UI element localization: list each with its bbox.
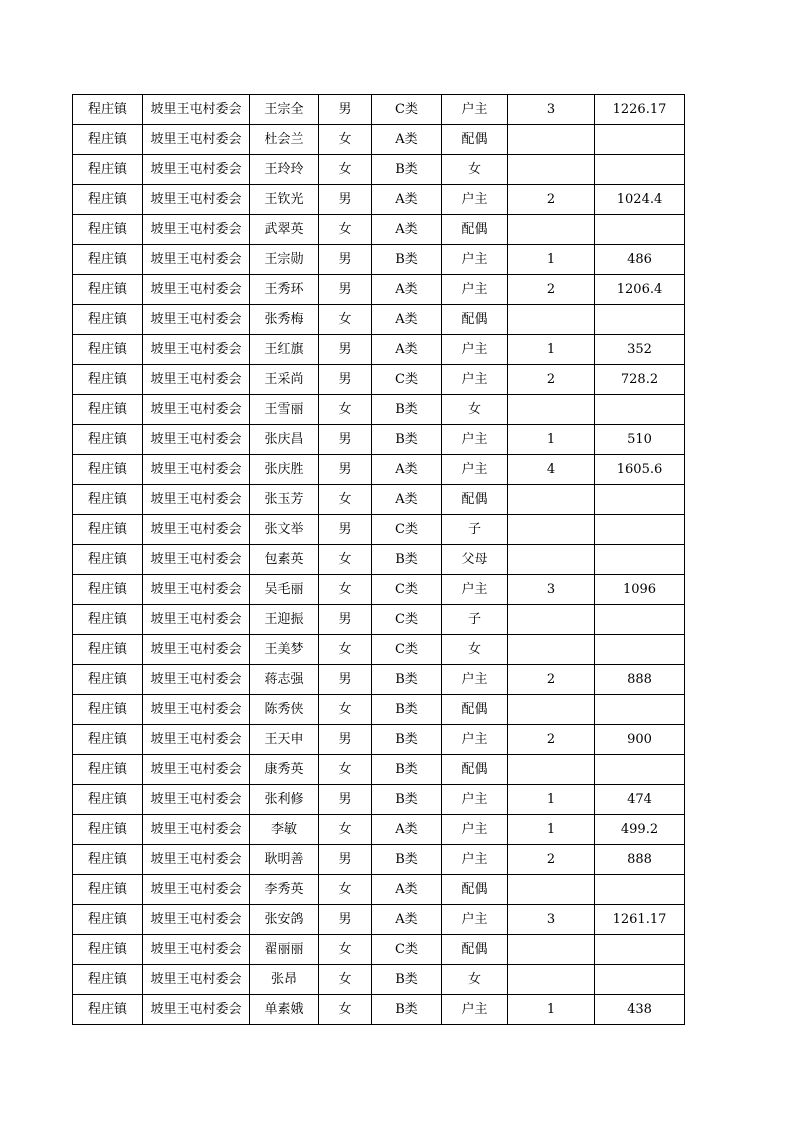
table-row: [73, 935, 685, 965]
relation-cell: 户主: [442, 575, 508, 605]
town-cell: 程庄镇: [73, 515, 143, 545]
name-cell: 王红旗: [250, 335, 319, 365]
category-cell: C类: [372, 935, 442, 965]
amount-cell: [595, 605, 685, 635]
village-cell: 坡里王屯村委会: [143, 605, 250, 635]
category-cell: A类: [372, 305, 442, 335]
amount-cell: [595, 755, 685, 785]
table-row: [73, 245, 685, 275]
amount-cell: 888: [595, 665, 685, 695]
table-row: [73, 305, 685, 335]
relation-cell: 配偶: [442, 485, 508, 515]
name-cell: 王迎振: [250, 605, 319, 635]
name-cell: 蒋志强: [250, 665, 319, 695]
table-row: [73, 875, 685, 905]
name-cell: 杜会兰: [250, 125, 319, 155]
gender-cell: 男: [319, 725, 372, 755]
gender-cell: 女: [319, 485, 372, 515]
village-cell: 坡里王屯村委会: [143, 335, 250, 365]
name-cell: 王钦光: [250, 185, 319, 215]
table-row: [73, 965, 685, 995]
relation-cell: 父母: [442, 545, 508, 575]
table-row: [73, 635, 685, 665]
name-cell: 张安鸽: [250, 905, 319, 935]
name-cell: 王玲玲: [250, 155, 319, 185]
household-count-cell: 1: [508, 425, 595, 455]
category-cell: A类: [372, 875, 442, 905]
amount-cell: 474: [595, 785, 685, 815]
table-row: [73, 695, 685, 725]
name-cell: 张文举: [250, 515, 319, 545]
category-cell: A类: [372, 905, 442, 935]
name-cell: 张庆昌: [250, 425, 319, 455]
village-cell: 坡里王屯村委会: [143, 665, 250, 695]
village-cell: 坡里王屯村委会: [143, 905, 250, 935]
town-cell: 程庄镇: [73, 545, 143, 575]
household-count-cell: [508, 635, 595, 665]
relation-cell: 配偶: [442, 875, 508, 905]
gender-cell: 女: [319, 815, 372, 845]
table-row: [73, 545, 685, 575]
village-cell: 坡里王屯村委会: [143, 995, 250, 1025]
relation-cell: 配偶: [442, 215, 508, 245]
village-cell: 坡里王屯村委会: [143, 425, 250, 455]
gender-cell: 男: [319, 785, 372, 815]
relation-cell: 户主: [442, 245, 508, 275]
category-cell: A类: [372, 815, 442, 845]
table-row: [73, 425, 685, 455]
household-count-cell: 3: [508, 905, 595, 935]
household-count-cell: 2: [508, 365, 595, 395]
amount-cell: [595, 395, 685, 425]
household-count-cell: [508, 755, 595, 785]
relation-cell: 户主: [442, 275, 508, 305]
household-count-cell: [508, 485, 595, 515]
relation-cell: 女: [442, 395, 508, 425]
town-cell: 程庄镇: [73, 785, 143, 815]
gender-cell: 男: [319, 455, 372, 485]
gender-cell: 女: [319, 395, 372, 425]
table-row: [73, 95, 685, 125]
category-cell: A类: [372, 125, 442, 155]
category-cell: B类: [372, 155, 442, 185]
town-cell: 程庄镇: [73, 905, 143, 935]
category-cell: B类: [372, 755, 442, 785]
village-cell: 坡里王屯村委会: [143, 95, 250, 125]
village-cell: 坡里王屯村委会: [143, 965, 250, 995]
gender-cell: 男: [319, 365, 372, 395]
relation-cell: 配偶: [442, 125, 508, 155]
category-cell: B类: [372, 395, 442, 425]
name-cell: 翟丽丽: [250, 935, 319, 965]
category-cell: C类: [372, 365, 442, 395]
household-count-cell: 1: [508, 815, 595, 845]
name-cell: 李秀英: [250, 875, 319, 905]
household-count-cell: [508, 605, 595, 635]
table-row: [73, 755, 685, 785]
village-cell: 坡里王屯村委会: [143, 935, 250, 965]
town-cell: 程庄镇: [73, 425, 143, 455]
town-cell: 程庄镇: [73, 185, 143, 215]
amount-cell: 486: [595, 245, 685, 275]
category-cell: B类: [372, 545, 442, 575]
category-cell: C类: [372, 575, 442, 605]
relation-cell: 子: [442, 605, 508, 635]
town-cell: 程庄镇: [73, 995, 143, 1025]
table-row: [73, 515, 685, 545]
household-count-cell: 2: [508, 185, 595, 215]
town-cell: 程庄镇: [73, 95, 143, 125]
category-cell: B类: [372, 965, 442, 995]
town-cell: 程庄镇: [73, 635, 143, 665]
household-count-cell: 3: [508, 575, 595, 605]
gender-cell: 女: [319, 935, 372, 965]
name-cell: 李敏: [250, 815, 319, 845]
town-cell: 程庄镇: [73, 395, 143, 425]
relation-cell: 配偶: [442, 755, 508, 785]
relation-cell: 配偶: [442, 935, 508, 965]
relation-cell: 户主: [442, 185, 508, 215]
village-cell: 坡里王屯村委会: [143, 155, 250, 185]
roster-body: [73, 95, 685, 1025]
table-row: [73, 845, 685, 875]
category-cell: C类: [372, 605, 442, 635]
amount-cell: [595, 515, 685, 545]
amount-cell: 438: [595, 995, 685, 1025]
gender-cell: 女: [319, 125, 372, 155]
category-cell: C类: [372, 635, 442, 665]
table-row: [73, 455, 685, 485]
gender-cell: 女: [319, 995, 372, 1025]
category-cell: B类: [372, 245, 442, 275]
amount-cell: 352: [595, 335, 685, 365]
gender-cell: 女: [319, 965, 372, 995]
amount-cell: 1261.17: [595, 905, 685, 935]
category-cell: A类: [372, 335, 442, 365]
relation-cell: 女: [442, 635, 508, 665]
gender-cell: 女: [319, 575, 372, 605]
gender-cell: 女: [319, 875, 372, 905]
table-row: [73, 155, 685, 185]
village-cell: 坡里王屯村委会: [143, 875, 250, 905]
household-count-cell: [508, 515, 595, 545]
amount-cell: 1605.6: [595, 455, 685, 485]
amount-cell: 499.2: [595, 815, 685, 845]
table-row: [73, 215, 685, 245]
household-count-cell: [508, 545, 595, 575]
gender-cell: 男: [319, 335, 372, 365]
name-cell: 单素娥: [250, 995, 319, 1025]
relation-cell: 户主: [442, 845, 508, 875]
relation-cell: 户主: [442, 335, 508, 365]
gender-cell: 女: [319, 635, 372, 665]
category-cell: A类: [372, 275, 442, 305]
name-cell: 张利修: [250, 785, 319, 815]
household-count-cell: 2: [508, 275, 595, 305]
relation-cell: 配偶: [442, 305, 508, 335]
roster-table: [72, 94, 685, 1025]
amount-cell: [595, 305, 685, 335]
name-cell: 张秀梅: [250, 305, 319, 335]
relation-cell: 户主: [442, 905, 508, 935]
household-count-cell: [508, 875, 595, 905]
table-row: [73, 605, 685, 635]
amount-cell: [595, 125, 685, 155]
town-cell: 程庄镇: [73, 875, 143, 905]
amount-cell: [595, 155, 685, 185]
village-cell: 坡里王屯村委会: [143, 215, 250, 245]
town-cell: 程庄镇: [73, 155, 143, 185]
name-cell: 张庆胜: [250, 455, 319, 485]
village-cell: 坡里王屯村委会: [143, 755, 250, 785]
village-cell: 坡里王屯村委会: [143, 845, 250, 875]
gender-cell: 男: [319, 605, 372, 635]
table-row: [73, 665, 685, 695]
town-cell: 程庄镇: [73, 965, 143, 995]
name-cell: 张昂: [250, 965, 319, 995]
household-count-cell: [508, 395, 595, 425]
town-cell: 程庄镇: [73, 485, 143, 515]
category-cell: B类: [372, 425, 442, 455]
household-count-cell: 2: [508, 845, 595, 875]
table-row: [73, 185, 685, 215]
gender-cell: 女: [319, 695, 372, 725]
household-count-cell: [508, 695, 595, 725]
gender-cell: 男: [319, 905, 372, 935]
table-row: [73, 905, 685, 935]
town-cell: 程庄镇: [73, 845, 143, 875]
table-row: [73, 125, 685, 155]
category-cell: B类: [372, 785, 442, 815]
household-count-cell: [508, 125, 595, 155]
table-row: [73, 815, 685, 845]
town-cell: 程庄镇: [73, 665, 143, 695]
name-cell: 王宗勋: [250, 245, 319, 275]
table-row: [73, 365, 685, 395]
village-cell: 坡里王屯村委会: [143, 695, 250, 725]
name-cell: 包素英: [250, 545, 319, 575]
town-cell: 程庄镇: [73, 815, 143, 845]
amount-cell: [595, 545, 685, 575]
gender-cell: 男: [319, 95, 372, 125]
gender-cell: 男: [319, 845, 372, 875]
category-cell: B类: [372, 665, 442, 695]
town-cell: 程庄镇: [73, 575, 143, 605]
town-cell: 程庄镇: [73, 935, 143, 965]
household-count-cell: [508, 965, 595, 995]
table-row: [73, 335, 685, 365]
village-cell: 坡里王屯村委会: [143, 365, 250, 395]
name-cell: 耿明善: [250, 845, 319, 875]
household-count-cell: 4: [508, 455, 595, 485]
amount-cell: 1024.4: [595, 185, 685, 215]
household-count-cell: [508, 305, 595, 335]
name-cell: 王雪丽: [250, 395, 319, 425]
town-cell: 程庄镇: [73, 365, 143, 395]
name-cell: 王采尚: [250, 365, 319, 395]
relation-cell: 户主: [442, 455, 508, 485]
village-cell: 坡里王屯村委会: [143, 725, 250, 755]
village-cell: 坡里王屯村委会: [143, 305, 250, 335]
category-cell: C类: [372, 95, 442, 125]
relation-cell: 户主: [442, 995, 508, 1025]
gender-cell: 男: [319, 275, 372, 305]
household-count-cell: 1: [508, 335, 595, 365]
village-cell: 坡里王屯村委会: [143, 515, 250, 545]
village-cell: 坡里王屯村委会: [143, 275, 250, 305]
town-cell: 程庄镇: [73, 215, 143, 245]
town-cell: 程庄镇: [73, 605, 143, 635]
gender-cell: 男: [319, 665, 372, 695]
village-cell: 坡里王屯村委会: [143, 185, 250, 215]
household-count-cell: 1: [508, 995, 595, 1025]
category-cell: A类: [372, 215, 442, 245]
category-cell: C类: [372, 515, 442, 545]
town-cell: 程庄镇: [73, 725, 143, 755]
town-cell: 程庄镇: [73, 455, 143, 485]
gender-cell: 女: [319, 545, 372, 575]
household-count-cell: [508, 935, 595, 965]
relation-cell: 配偶: [442, 695, 508, 725]
town-cell: 程庄镇: [73, 695, 143, 725]
table-row: [73, 395, 685, 425]
amount-cell: 888: [595, 845, 685, 875]
category-cell: A类: [372, 455, 442, 485]
table-row: [73, 275, 685, 305]
gender-cell: 男: [319, 425, 372, 455]
village-cell: 坡里王屯村委会: [143, 395, 250, 425]
amount-cell: 1226.17: [595, 95, 685, 125]
name-cell: 王天申: [250, 725, 319, 755]
town-cell: 程庄镇: [73, 305, 143, 335]
town-cell: 程庄镇: [73, 275, 143, 305]
name-cell: 王美梦: [250, 635, 319, 665]
table-row: [73, 995, 685, 1025]
relation-cell: 户主: [442, 365, 508, 395]
name-cell: 张玉芳: [250, 485, 319, 515]
relation-cell: 户主: [442, 95, 508, 125]
household-count-cell: 2: [508, 665, 595, 695]
name-cell: 王秀环: [250, 275, 319, 305]
amount-cell: [595, 635, 685, 665]
household-count-cell: [508, 155, 595, 185]
gender-cell: 女: [319, 155, 372, 185]
household-count-cell: 2: [508, 725, 595, 755]
name-cell: 武翠英: [250, 215, 319, 245]
amount-cell: [595, 215, 685, 245]
gender-cell: 女: [319, 305, 372, 335]
relation-cell: 子: [442, 515, 508, 545]
name-cell: 康秀英: [250, 755, 319, 785]
amount-cell: [595, 965, 685, 995]
relation-cell: 户主: [442, 665, 508, 695]
table-row: [73, 785, 685, 815]
household-count-cell: 1: [508, 245, 595, 275]
amount-cell: [595, 485, 685, 515]
relation-cell: 女: [442, 965, 508, 995]
table-row: [73, 575, 685, 605]
table-row: [73, 485, 685, 515]
relation-cell: 户主: [442, 725, 508, 755]
name-cell: 陈秀侠: [250, 695, 319, 725]
gender-cell: 男: [319, 245, 372, 275]
household-count-cell: [508, 215, 595, 245]
village-cell: 坡里王屯村委会: [143, 245, 250, 275]
relation-cell: 户主: [442, 785, 508, 815]
amount-cell: 900: [595, 725, 685, 755]
village-cell: 坡里王屯村委会: [143, 635, 250, 665]
gender-cell: 女: [319, 215, 372, 245]
amount-cell: [595, 935, 685, 965]
town-cell: 程庄镇: [73, 245, 143, 275]
table-row: [73, 725, 685, 755]
relation-cell: 户主: [442, 815, 508, 845]
category-cell: B类: [372, 725, 442, 755]
gender-cell: 男: [319, 185, 372, 215]
village-cell: 坡里王屯村委会: [143, 485, 250, 515]
category-cell: A类: [372, 185, 442, 215]
amount-cell: 510: [595, 425, 685, 455]
village-cell: 坡里王屯村委会: [143, 785, 250, 815]
category-cell: B类: [372, 695, 442, 725]
gender-cell: 女: [319, 755, 372, 785]
relation-cell: 女: [442, 155, 508, 185]
name-cell: 王宗全: [250, 95, 319, 125]
town-cell: 程庄镇: [73, 335, 143, 365]
category-cell: B类: [372, 995, 442, 1025]
village-cell: 坡里王屯村委会: [143, 545, 250, 575]
village-cell: 坡里王屯村委会: [143, 815, 250, 845]
village-cell: 坡里王屯村委会: [143, 125, 250, 155]
household-count-cell: 3: [508, 95, 595, 125]
category-cell: B类: [372, 845, 442, 875]
amount-cell: [595, 695, 685, 725]
amount-cell: 728.2: [595, 365, 685, 395]
town-cell: 程庄镇: [73, 755, 143, 785]
amount-cell: [595, 875, 685, 905]
name-cell: 吴毛丽: [250, 575, 319, 605]
amount-cell: 1096: [595, 575, 685, 605]
amount-cell: 1206.4: [595, 275, 685, 305]
category-cell: A类: [372, 485, 442, 515]
household-count-cell: 1: [508, 785, 595, 815]
village-cell: 坡里王屯村委会: [143, 575, 250, 605]
village-cell: 坡里王屯村委会: [143, 455, 250, 485]
town-cell: 程庄镇: [73, 125, 143, 155]
gender-cell: 男: [319, 515, 372, 545]
relation-cell: 户主: [442, 425, 508, 455]
